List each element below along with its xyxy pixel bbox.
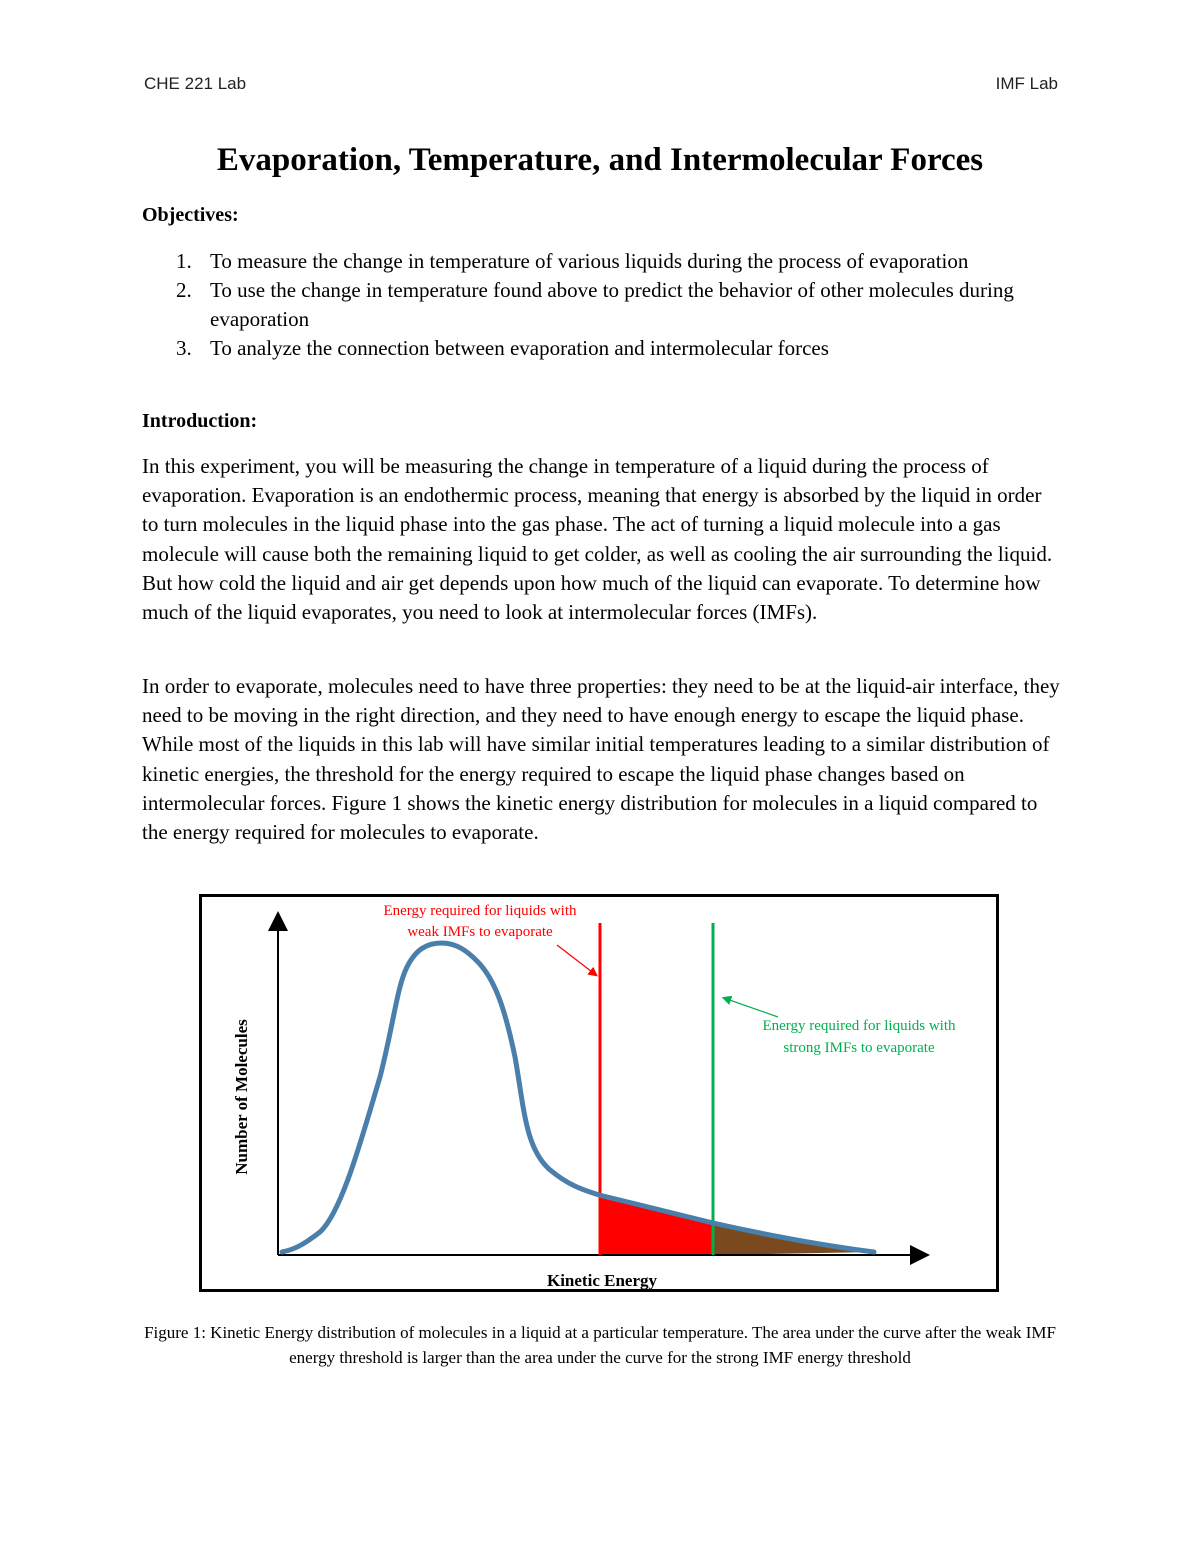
distribution-curve [282,943,874,1252]
header-course: CHE 221 Lab [144,74,247,93]
header-lab: IMF Lab [995,74,1058,93]
intro-paragraph-1: In this experiment, you will be measuring the change in temperature of a liquid during the process of evaporation. Evaporation is an endothermic process, meaning that energy is absorbed by the liquid in order to turn molecules in the liquid phase into the gas phase. The act of turning a liquid molecule into a gas molecule will cause both the remaining liquid to get colder, as well as cooling the air surrounding the liquid. But how cold the liquid and air get depends upon how much of the liquid can evaporate. To determine how much of the liquid evaporates, you need to look at intermolecular forces (IMFs). [142,454,1053,625]
introduction-heading: Introduction: [142,410,258,432]
intro-paragraph-2: In order to evaporate, molecules need to have three properties: they need to be at the liquid-air interface, they need to be moving in the right direction, and they need to have enough energy to escape the liquid phase. While most of the liquids in this lab will have similar initial temperatures leading to a similar distribution of kinetic energies, the threshold for the energy required to escape the liquid phase changes based on intermolecular forces. Figure 1 shows the kinetic energy distribution for molecules in a liquid compared to the energy required for molecules to evaporate. [142,674,1060,845]
energy-distribution-diagram [202,897,996,1289]
objective-text: To analyze the connection between evaporation and intermolecular forces [210,336,829,360]
y-axis-label: Number of Molecules [232,1019,251,1175]
objective-number: 2. [176,278,192,302]
strong-imf-label-line1: Energy required for liquids with [762,1018,956,1034]
objective-item [142,334,1062,363]
weak-imf-label-line2: weak IMFs to evaporate [407,924,553,940]
weak-imf-label-line1: Energy required for liquids with [383,903,577,919]
objective-number: 3. [176,336,192,360]
weak-imf-area [599,1195,713,1255]
objectives-list [142,247,1062,363]
page-title: Evaporation, Temperature, and Intermolecular Forces [216,142,984,178]
figure-caption: Figure 1: Kinetic Energy distribution of molecules in a liquid at a particular temperature. The area under the curve after the weak IMF energy threshold is larger than the area under the curve for the strong IMF energy threshold [144,1323,1056,1367]
x-axis-label: Kinetic Energy [546,1271,658,1289]
objective-text: To use the change in temperature found above to predict the behavior of other molecules during evaporation [210,278,1014,331]
objective-item [142,247,1062,276]
figure-1 [199,894,999,1292]
weak-imf-pointer [557,945,596,975]
strong-imf-pointer [724,998,778,1017]
strong-imf-label-line2: strong IMFs to evaporate [783,1040,935,1056]
objective-item [142,276,1062,334]
objectives-heading: Objectives: [142,204,239,226]
objective-number: 1. [176,249,192,273]
objective-text: To measure the change in temperature of various liquids during the process of evaporation [210,249,969,273]
